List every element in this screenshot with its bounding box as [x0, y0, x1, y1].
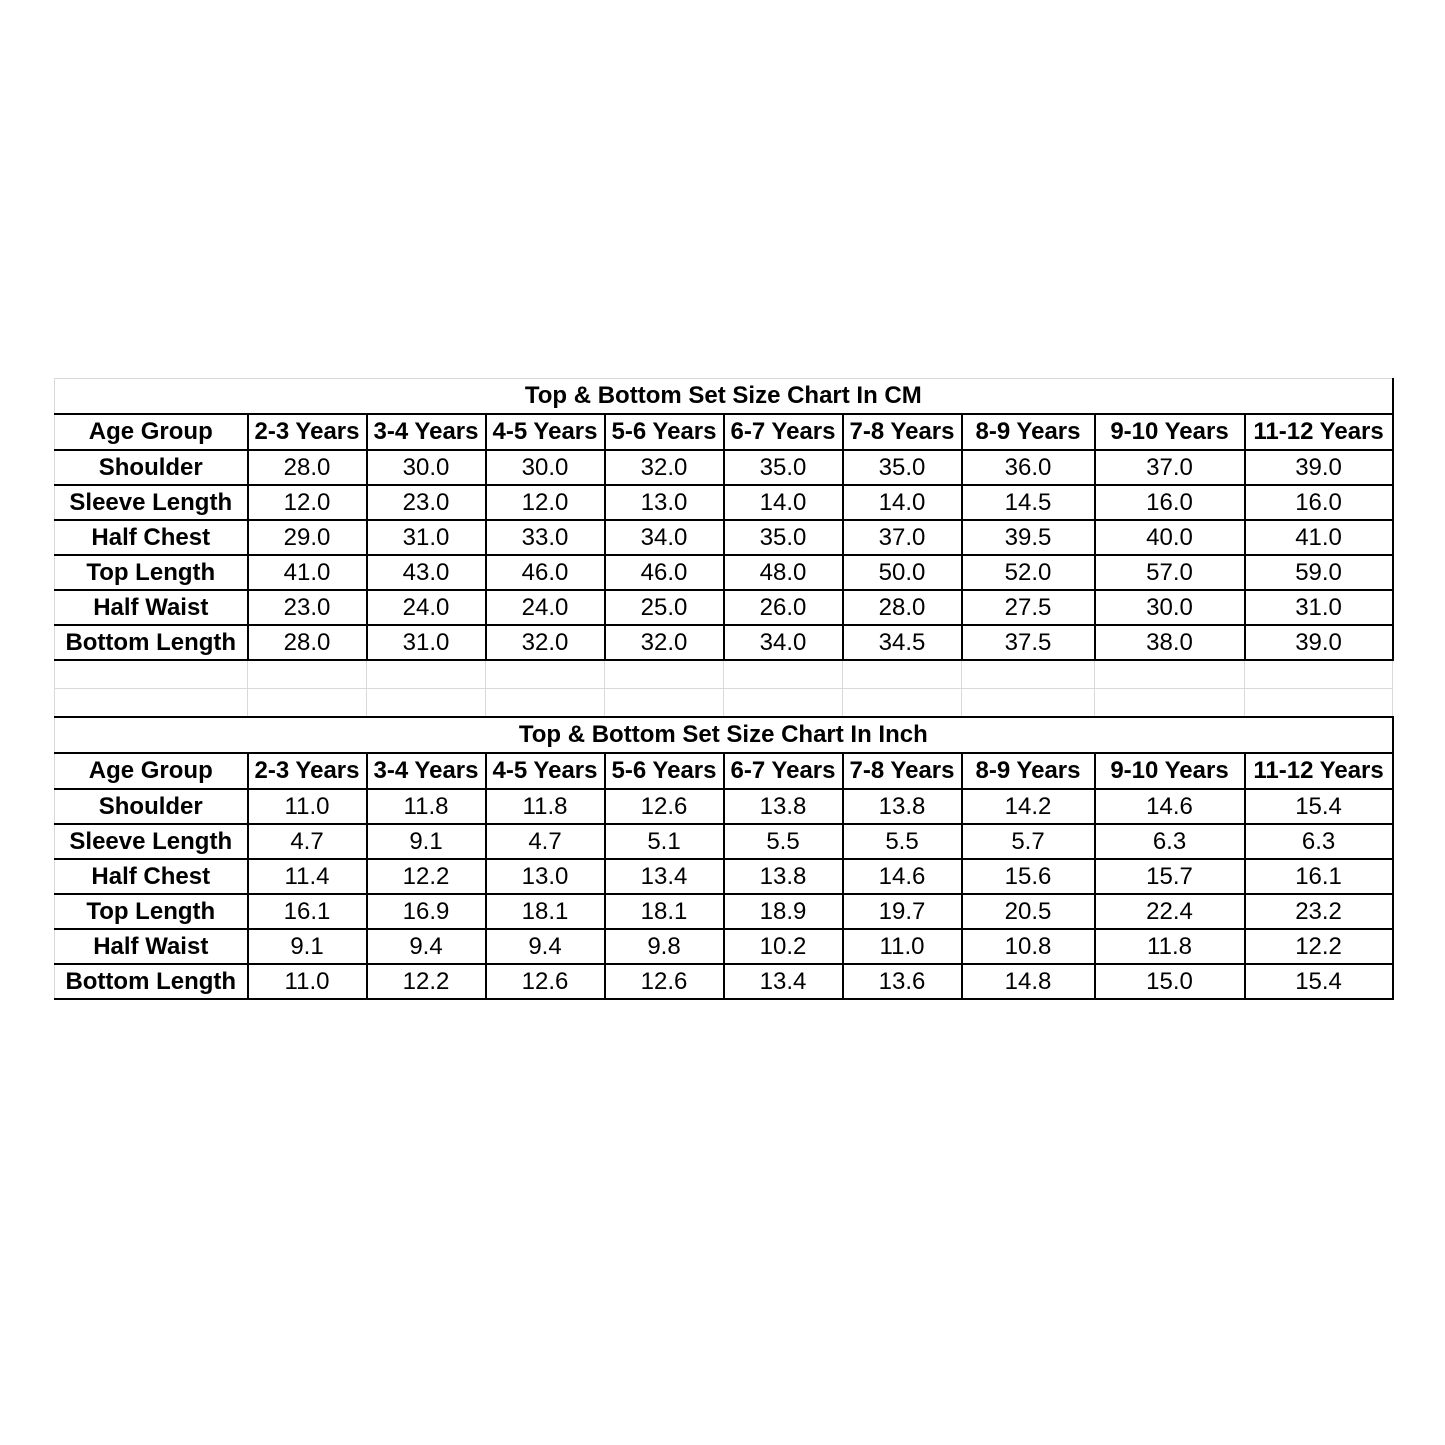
- empty-cell: [486, 660, 605, 689]
- column-header: 11-12 Years: [1245, 414, 1393, 450]
- table-cell: 25.0: [605, 590, 724, 625]
- column-header: 8-9 Years: [962, 753, 1095, 789]
- table-cell: 34.0: [724, 625, 843, 660]
- table-cell: 48.0: [724, 555, 843, 590]
- table-cell: 11.0: [248, 789, 367, 824]
- table-cell: 52.0: [962, 555, 1095, 590]
- table-cell: 28.0: [248, 450, 367, 485]
- table-cell: 10.2: [724, 929, 843, 964]
- table-cell: 23.0: [367, 485, 486, 520]
- table-cell: 37.0: [1095, 450, 1245, 485]
- table-cell: 5.5: [843, 824, 962, 859]
- table-cell: 12.0: [248, 485, 367, 520]
- table-cell: 46.0: [486, 555, 605, 590]
- row-label: Bottom Length: [55, 625, 248, 660]
- age-group-header: Age Group: [55, 753, 248, 789]
- table-row: [55, 789, 1393, 824]
- table-cell: 18.1: [486, 894, 605, 929]
- table-cell: 5.1: [605, 824, 724, 859]
- table-cell: 4.7: [248, 824, 367, 859]
- table-cell: 27.5: [962, 590, 1095, 625]
- table-cell: 16.1: [1245, 859, 1393, 894]
- table-cell: 11.8: [1095, 929, 1245, 964]
- table-cell: 20.5: [962, 894, 1095, 929]
- table-row: [55, 964, 1393, 999]
- table-cell: 15.7: [1095, 859, 1245, 894]
- column-header: 7-8 Years: [843, 414, 962, 450]
- empty-cell: [1245, 660, 1393, 689]
- table-cell: 12.0: [486, 485, 605, 520]
- table-cell: 30.0: [486, 450, 605, 485]
- table-cell: 32.0: [486, 625, 605, 660]
- column-header: 9-10 Years: [1095, 414, 1245, 450]
- column-header: 11-12 Years: [1245, 753, 1393, 789]
- table-cell: 6.3: [1095, 824, 1245, 859]
- table-cell: 9.1: [367, 824, 486, 859]
- table-cell: 28.0: [248, 625, 367, 660]
- cm_table-title-row: [55, 379, 1393, 415]
- table-cell: 35.0: [724, 450, 843, 485]
- empty-cell: [843, 660, 962, 689]
- table-cell: 22.4: [1095, 894, 1245, 929]
- table-cell: 9.8: [605, 929, 724, 964]
- table-cell: 19.7: [843, 894, 962, 929]
- table-cell: 12.2: [367, 964, 486, 999]
- table-cell: 14.6: [843, 859, 962, 894]
- row-label: Bottom Length: [55, 964, 248, 999]
- empty-cell: [962, 660, 1095, 689]
- row-label: Top Length: [55, 894, 248, 929]
- table-cell: 14.2: [962, 789, 1095, 824]
- row-label: Shoulder: [55, 450, 248, 485]
- row-label: Half Waist: [55, 929, 248, 964]
- table-row: [55, 590, 1393, 625]
- table-cell: 32.0: [605, 450, 724, 485]
- table-cell: 13.8: [843, 789, 962, 824]
- table-cell: 29.0: [248, 520, 367, 555]
- empty-cell: [724, 660, 843, 689]
- column-header: 4-5 Years: [486, 753, 605, 789]
- table-cell: 16.0: [1245, 485, 1393, 520]
- table-cell: 40.0: [1095, 520, 1245, 555]
- table-cell: 12.6: [605, 964, 724, 999]
- table-cell: 38.0: [1095, 625, 1245, 660]
- header-row: [55, 414, 1393, 450]
- table-cell: 46.0: [605, 555, 724, 590]
- table-cell: 5.5: [724, 824, 843, 859]
- table-cell: 41.0: [1245, 520, 1393, 555]
- table-row: [55, 929, 1393, 964]
- empty-cell: [1095, 689, 1245, 718]
- table-cell: 9.4: [367, 929, 486, 964]
- table-row: [55, 625, 1393, 660]
- table-cell: 24.0: [367, 590, 486, 625]
- table-cell: 13.8: [724, 789, 843, 824]
- row-label: Shoulder: [55, 789, 248, 824]
- table-row: [55, 520, 1393, 555]
- empty-cell: [486, 689, 605, 718]
- table-cell: 14.0: [724, 485, 843, 520]
- table-cell: 15.6: [962, 859, 1095, 894]
- table-cell: 5.7: [962, 824, 1095, 859]
- row-label: Sleeve Length: [55, 824, 248, 859]
- table-cell: 12.6: [486, 964, 605, 999]
- table-row: [55, 859, 1393, 894]
- empty-cell: [55, 660, 248, 689]
- empty-cell: [843, 689, 962, 718]
- empty-row: [55, 660, 1393, 689]
- table-cell: 36.0: [962, 450, 1095, 485]
- column-header: 6-7 Years: [724, 414, 843, 450]
- table-title: Top & Bottom Set Size Chart In CM: [55, 379, 1393, 415]
- table-cell: 13.0: [486, 859, 605, 894]
- table-cell: 35.0: [724, 520, 843, 555]
- empty-cell: [367, 689, 486, 718]
- column-header: 8-9 Years: [962, 414, 1095, 450]
- empty-cell: [1095, 660, 1245, 689]
- row-label: Half Waist: [55, 590, 248, 625]
- table-cell: 41.0: [248, 555, 367, 590]
- table-cell: 23.0: [248, 590, 367, 625]
- inch_table-title-row: [55, 717, 1393, 753]
- empty-cell: [55, 689, 248, 718]
- table-cell: 13.4: [724, 964, 843, 999]
- table-cell: 12.2: [367, 859, 486, 894]
- table-cell: 12.2: [1245, 929, 1393, 964]
- table-cell: 14.5: [962, 485, 1095, 520]
- table-cell: 11.0: [843, 929, 962, 964]
- table-cell: 23.2: [1245, 894, 1393, 929]
- table-cell: 4.7: [486, 824, 605, 859]
- table-title: Top & Bottom Set Size Chart In Inch: [55, 717, 1393, 753]
- table-cell: 30.0: [367, 450, 486, 485]
- table-cell: 11.4: [248, 859, 367, 894]
- table-row: [55, 824, 1393, 859]
- empty-cell: [248, 689, 367, 718]
- table-cell: 39.0: [1245, 625, 1393, 660]
- empty-cell: [1245, 689, 1393, 718]
- table-cell: 16.0: [1095, 485, 1245, 520]
- column-header: 3-4 Years: [367, 753, 486, 789]
- table-cell: 30.0: [1095, 590, 1245, 625]
- table-cell: 59.0: [1245, 555, 1393, 590]
- empty-cell: [367, 660, 486, 689]
- column-header: 4-5 Years: [486, 414, 605, 450]
- table-cell: 13.8: [724, 859, 843, 894]
- table-cell: 11.8: [367, 789, 486, 824]
- table-cell: 26.0: [724, 590, 843, 625]
- empty-cell: [605, 689, 724, 718]
- empty-cell: [962, 689, 1095, 718]
- table-cell: 9.1: [248, 929, 367, 964]
- table-cell: 14.0: [843, 485, 962, 520]
- size-chart-sheet: [54, 378, 1394, 1000]
- table-cell: 12.6: [605, 789, 724, 824]
- row-label: Top Length: [55, 555, 248, 590]
- table-cell: 13.0: [605, 485, 724, 520]
- empty-cell: [605, 660, 724, 689]
- table-cell: 31.0: [367, 625, 486, 660]
- column-header: 2-3 Years: [248, 414, 367, 450]
- table-cell: 31.0: [1245, 590, 1393, 625]
- table-cell: 33.0: [486, 520, 605, 555]
- column-header: 3-4 Years: [367, 414, 486, 450]
- table-cell: 57.0: [1095, 555, 1245, 590]
- table-cell: 39.5: [962, 520, 1095, 555]
- table-cell: 14.6: [1095, 789, 1245, 824]
- table-cell: 15.4: [1245, 789, 1393, 824]
- table-cell: 32.0: [605, 625, 724, 660]
- table-cell: 14.8: [962, 964, 1095, 999]
- table-row: [55, 450, 1393, 485]
- table-cell: 11.8: [486, 789, 605, 824]
- column-header: 5-6 Years: [605, 414, 724, 450]
- column-header: 6-7 Years: [724, 753, 843, 789]
- table-cell: 11.0: [248, 964, 367, 999]
- table-cell: 15.0: [1095, 964, 1245, 999]
- table-cell: 43.0: [367, 555, 486, 590]
- table-row: [55, 555, 1393, 590]
- table-cell: 24.0: [486, 590, 605, 625]
- empty-cell: [724, 689, 843, 718]
- table-cell: 16.9: [367, 894, 486, 929]
- age-group-header: Age Group: [55, 414, 248, 450]
- table-cell: 18.9: [724, 894, 843, 929]
- table-cell: 15.4: [1245, 964, 1393, 999]
- table-cell: 10.8: [962, 929, 1095, 964]
- table-row: [55, 894, 1393, 929]
- row-label: Sleeve Length: [55, 485, 248, 520]
- table-cell: 28.0: [843, 590, 962, 625]
- table-cell: 37.5: [962, 625, 1095, 660]
- table-cell: 37.0: [843, 520, 962, 555]
- column-header: 5-6 Years: [605, 753, 724, 789]
- empty-row: [55, 689, 1393, 718]
- table-cell: 50.0: [843, 555, 962, 590]
- row-label: Half Chest: [55, 520, 248, 555]
- table-cell: 13.4: [605, 859, 724, 894]
- empty-cell: [248, 660, 367, 689]
- table-cell: 39.0: [1245, 450, 1393, 485]
- column-header: 2-3 Years: [248, 753, 367, 789]
- table-cell: 35.0: [843, 450, 962, 485]
- table-cell: 16.1: [248, 894, 367, 929]
- table-cell: 18.1: [605, 894, 724, 929]
- row-label: Half Chest: [55, 859, 248, 894]
- table-cell: 6.3: [1245, 824, 1393, 859]
- table-cell: 31.0: [367, 520, 486, 555]
- table-cell: 34.5: [843, 625, 962, 660]
- table-row: [55, 485, 1393, 520]
- table-cell: 34.0: [605, 520, 724, 555]
- column-header: 7-8 Years: [843, 753, 962, 789]
- column-header: 9-10 Years: [1095, 753, 1245, 789]
- table-cell: 13.6: [843, 964, 962, 999]
- header-row: [55, 753, 1393, 789]
- table-cell: 9.4: [486, 929, 605, 964]
